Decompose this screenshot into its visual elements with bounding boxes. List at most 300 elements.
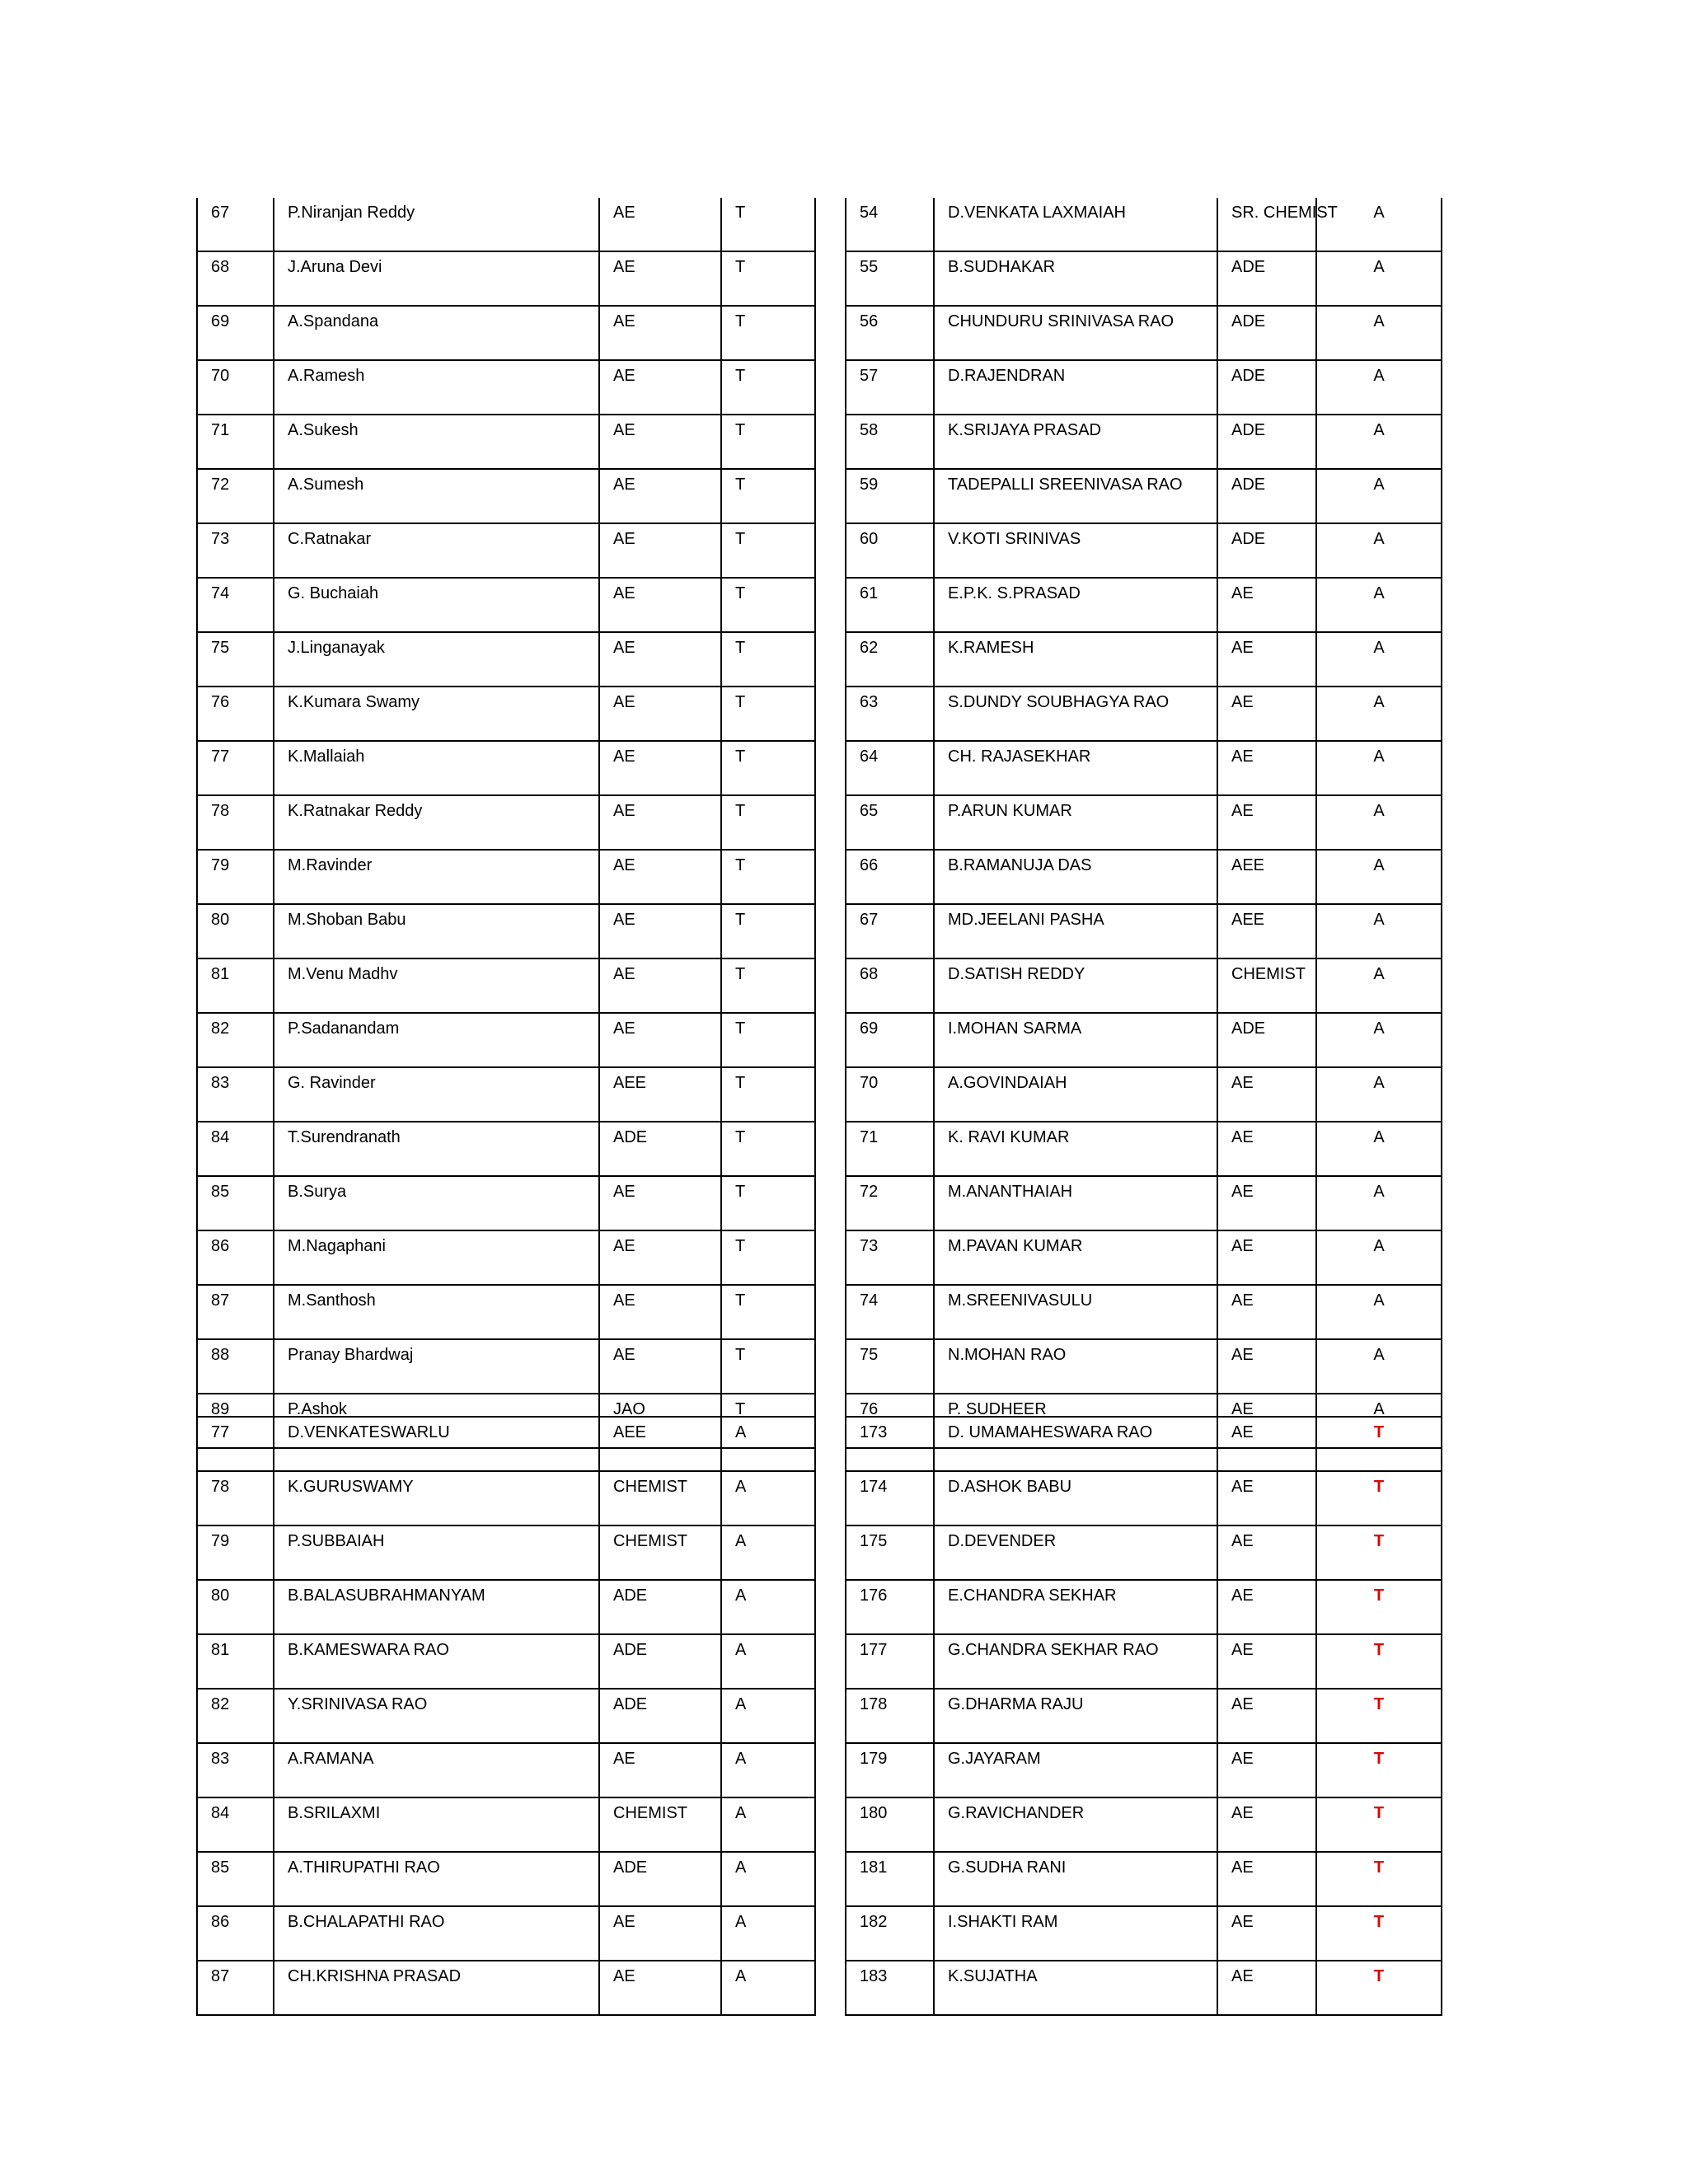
status-cell: T: [1316, 1580, 1442, 1634]
serial-number-cell: 182: [846, 1906, 934, 1961]
serial-number-cell: 85: [197, 1852, 274, 1906]
table-row: [846, 632, 1442, 687]
serial-number-cell: 82: [197, 1013, 274, 1067]
employee-name-cell: E.P.K. S.PRASAD: [934, 578, 1217, 632]
serial-number-cell: 75: [197, 632, 274, 687]
serial-number-cell: 66: [846, 850, 934, 904]
designation-cell: AEE: [599, 1417, 721, 1471]
designation-cell: ADE: [599, 1122, 721, 1176]
table-row: [846, 1743, 1442, 1797]
serial-number-cell: 179: [846, 1743, 934, 1797]
employee-table-1-right: [845, 198, 1442, 1449]
employee-name-cell: Y.SRINIVASA RAO: [274, 1689, 599, 1743]
designation-cell: AE: [599, 523, 721, 578]
status-cell: T: [1316, 1526, 1442, 1580]
designation-cell: AE: [599, 850, 721, 904]
table-row: [846, 1471, 1442, 1526]
employee-name-cell: G.RAVICHANDER: [934, 1797, 1217, 1852]
table-row: [846, 251, 1442, 306]
serial-number-cell: 73: [846, 1230, 934, 1285]
designation-cell: ADE: [599, 1580, 721, 1634]
serial-number-cell: 67: [846, 904, 934, 958]
table-row: [197, 1961, 815, 2015]
status-cell: A: [1316, 306, 1442, 360]
serial-number-cell: 68: [846, 958, 934, 1013]
employee-name-cell: G.JAYARAM: [934, 1743, 1217, 1797]
employee-name-cell: A.Sumesh: [274, 469, 599, 523]
table-row: [197, 1743, 815, 1797]
table-row: [197, 1013, 815, 1067]
status-cell: A: [1316, 360, 1442, 415]
table-row: [846, 360, 1442, 415]
employee-name-cell: B.BALASUBRAHMANYAM: [274, 1580, 599, 1634]
employee-name-cell: D.RAJENDRAN: [934, 360, 1217, 415]
designation-cell: AE: [1217, 1471, 1316, 1526]
table-row: [197, 251, 815, 306]
employee-name-cell: D. UMAMAHESWARA RAO: [934, 1417, 1217, 1471]
serial-number-cell: 81: [197, 958, 274, 1013]
serial-number-cell: 181: [846, 1852, 934, 1906]
designation-cell: AE: [1217, 687, 1316, 741]
table-row: [197, 415, 815, 469]
status-cell: T: [1316, 1417, 1442, 1471]
designation-cell: AE: [599, 1961, 721, 2015]
designation-cell: ADE: [1217, 415, 1316, 469]
status-cell: T: [721, 1067, 815, 1122]
employee-table-2-left: [196, 1416, 816, 2016]
status-cell: T: [721, 469, 815, 523]
status-cell: T: [1316, 1743, 1442, 1797]
designation-cell: CHEMIST: [1217, 958, 1316, 1013]
employee-name-cell: G. Ravinder: [274, 1067, 599, 1122]
employee-name-cell: M.SREENIVASULU: [934, 1285, 1217, 1339]
table-row: [197, 850, 815, 904]
table-row: [846, 1339, 1442, 1394]
designation-cell: AE: [1217, 1526, 1316, 1580]
table-row: [197, 1634, 815, 1689]
employee-name-cell: G.CHANDRA SEKHAR RAO: [934, 1634, 1217, 1689]
designation-cell: CHEMIST: [599, 1526, 721, 1580]
employee-name-cell: M.Nagaphani: [274, 1230, 599, 1285]
table-row: [197, 687, 815, 741]
status-cell: A: [721, 1797, 815, 1852]
designation-cell: AE: [599, 469, 721, 523]
serial-number-cell: 63: [846, 687, 934, 741]
status-cell: A: [1316, 523, 1442, 578]
designation-cell: AE: [1217, 1067, 1316, 1122]
designation-cell: AE: [1217, 1122, 1316, 1176]
designation-cell: AE: [1217, 741, 1316, 795]
status-cell: A: [1316, 850, 1442, 904]
serial-number-cell: 55: [846, 251, 934, 306]
serial-number-cell: 86: [197, 1906, 274, 1961]
designation-cell: AEE: [599, 1067, 721, 1122]
employee-name-cell: C.Ratnakar: [274, 523, 599, 578]
designation-cell: AE: [1217, 578, 1316, 632]
status-cell: A: [721, 1471, 815, 1526]
serial-number-cell: 69: [197, 306, 274, 360]
table-row: [846, 523, 1442, 578]
table-row: [846, 850, 1442, 904]
table-row: [197, 1122, 815, 1176]
status-cell: A: [1316, 1176, 1442, 1230]
table-row: [846, 1580, 1442, 1634]
serial-number-cell: 183: [846, 1961, 934, 2015]
employee-name-cell: K.Ratnakar Reddy: [274, 795, 599, 850]
status-cell: T: [1316, 1961, 1442, 2015]
table-row: [197, 741, 815, 795]
status-cell: A: [721, 1634, 815, 1689]
employee-name-cell: Pranay Bhardwaj: [274, 1339, 599, 1394]
status-cell: T: [1316, 1689, 1442, 1743]
table-row: [197, 795, 815, 850]
status-cell: A: [1316, 795, 1442, 850]
table-row: [846, 1067, 1442, 1122]
serial-number-cell: 75: [846, 1339, 934, 1394]
table-row: [197, 1906, 815, 1961]
designation-cell: AE: [599, 198, 721, 251]
status-cell: T: [1316, 1471, 1442, 1526]
table-row: [197, 958, 815, 1013]
status-cell: T: [721, 1176, 815, 1230]
designation-cell: AE: [1217, 1580, 1316, 1634]
serial-number-cell: 175: [846, 1526, 934, 1580]
status-cell: A: [1316, 1285, 1442, 1339]
employee-name-cell: G.DHARMA RAJU: [934, 1689, 1217, 1743]
serial-number-cell: 84: [197, 1122, 274, 1176]
employee-name-cell: P.Sadanandam: [274, 1013, 599, 1067]
designation-cell: AE: [599, 1906, 721, 1961]
table-row: [846, 1230, 1442, 1285]
status-cell: A: [721, 1852, 815, 1906]
status-cell: T: [721, 251, 815, 306]
status-cell: T: [721, 1230, 815, 1285]
serial-number-cell: 74: [197, 578, 274, 632]
table-row: [846, 415, 1442, 469]
serial-number-cell: 180: [846, 1797, 934, 1852]
employee-name-cell: B.RAMANUJA DAS: [934, 850, 1217, 904]
employee-name-cell: K.RAMESH: [934, 632, 1217, 687]
table-row: [197, 360, 815, 415]
employee-name-cell: J.Aruna Devi: [274, 251, 599, 306]
table-row: [846, 198, 1442, 251]
status-cell: A: [1316, 469, 1442, 523]
serial-number-cell: 79: [197, 1526, 274, 1580]
table-row: [197, 1471, 815, 1526]
designation-cell: AE: [599, 904, 721, 958]
status-cell: A: [1316, 904, 1442, 958]
status-cell: T: [1316, 1852, 1442, 1906]
designation-cell: AE: [599, 795, 721, 850]
employee-name-cell: A.Sukesh: [274, 415, 599, 469]
table-row: [197, 469, 815, 523]
employee-name-cell: K.Mallaiah: [274, 741, 599, 795]
serial-number-cell: 72: [846, 1176, 934, 1230]
employee-name-cell: P.Ashok: [274, 1394, 599, 1448]
serial-number-cell: 71: [846, 1122, 934, 1176]
employee-name-cell: MD.JEELANI PASHA: [934, 904, 1217, 958]
serial-number-cell: 67: [197, 198, 274, 251]
employee-name-cell: B.SUDHAKAR: [934, 251, 1217, 306]
status-cell: A: [1316, 1067, 1442, 1122]
employee-name-cell: CH. RAJASEKHAR: [934, 741, 1217, 795]
employee-name-cell: A.GOVINDAIAH: [934, 1067, 1217, 1122]
table-row: [846, 958, 1442, 1013]
table-row: [846, 1122, 1442, 1176]
serial-number-cell: 64: [846, 741, 934, 795]
serial-number-cell: 87: [197, 1961, 274, 2015]
status-cell: A: [721, 1689, 815, 1743]
serial-number-cell: 77: [197, 741, 274, 795]
employee-name-cell: K.Kumara Swamy: [274, 687, 599, 741]
status-cell: T: [721, 795, 815, 850]
table-row: [197, 578, 815, 632]
employee-name-cell: J.Linganayak: [274, 632, 599, 687]
status-cell: T: [721, 415, 815, 469]
serial-number-cell: 70: [197, 360, 274, 415]
table-row: [197, 1230, 815, 1285]
status-cell: A: [1316, 1339, 1442, 1394]
table-row: [846, 904, 1442, 958]
status-cell: A: [1316, 1122, 1442, 1176]
employee-name-cell: B.KAMESWARA RAO: [274, 1634, 599, 1689]
designation-cell: AE: [599, 632, 721, 687]
status-cell: T: [721, 904, 815, 958]
employee-name-cell: B.CHALAPATHI RAO: [274, 1906, 599, 1961]
employee-name-cell: TADEPALLI SREENIVASA RAO: [934, 469, 1217, 523]
serial-number-cell: 56: [846, 306, 934, 360]
table-row: [846, 578, 1442, 632]
table-row: [846, 1176, 1442, 1230]
status-cell: A: [721, 1580, 815, 1634]
status-cell: T: [721, 523, 815, 578]
status-cell: T: [721, 1339, 815, 1394]
employee-name-cell: M.ANANTHAIAH: [934, 1176, 1217, 1230]
status-cell: A: [1316, 415, 1442, 469]
table-row: [197, 1852, 815, 1906]
employee-table-2-right: [845, 1416, 1442, 2016]
table-row: [846, 1961, 1442, 2015]
table-row: [197, 1526, 815, 1580]
status-cell: T: [721, 958, 815, 1013]
status-cell: A: [1316, 251, 1442, 306]
table-row: [846, 1013, 1442, 1067]
serial-number-cell: 82: [197, 1689, 274, 1743]
status-cell: A: [1316, 632, 1442, 687]
serial-number-cell: 79: [197, 850, 274, 904]
serial-number-cell: 59: [846, 469, 934, 523]
table-row: [846, 795, 1442, 850]
serial-number-cell: 81: [197, 1634, 274, 1689]
designation-cell: ADE: [1217, 469, 1316, 523]
serial-number-cell: 87: [197, 1285, 274, 1339]
designation-cell: AEE: [1217, 904, 1316, 958]
employee-name-cell: A.Spandana: [274, 306, 599, 360]
status-cell: T: [721, 850, 815, 904]
designation-cell: ADE: [1217, 1013, 1316, 1067]
status-cell: A: [1316, 198, 1442, 251]
designation-cell: AE: [599, 687, 721, 741]
designation-cell: AE: [1217, 1743, 1316, 1797]
designation-cell: AE: [1217, 1417, 1316, 1471]
table-row: [846, 741, 1442, 795]
designation-cell: AE: [1217, 1230, 1316, 1285]
designation-cell: AE: [599, 1013, 721, 1067]
designation-cell: ADE: [599, 1634, 721, 1689]
serial-number-cell: 72: [197, 469, 274, 523]
employee-name-cell: K.SUJATHA: [934, 1961, 1217, 2015]
designation-cell: AE: [599, 1176, 721, 1230]
table-row: [846, 1417, 1442, 1471]
serial-number-cell: 69: [846, 1013, 934, 1067]
status-cell: A: [721, 1417, 815, 1471]
serial-number-cell: 88: [197, 1339, 274, 1394]
employee-name-cell: G. Buchaiah: [274, 578, 599, 632]
employee-name-cell: E.CHANDRA SEKHAR: [934, 1580, 1217, 1634]
employee-name-cell: D.ASHOK BABU: [934, 1471, 1217, 1526]
serial-number-cell: 178: [846, 1689, 934, 1743]
employee-name-cell: A.THIRUPATHI RAO: [274, 1852, 599, 1906]
status-cell: A: [1316, 958, 1442, 1013]
designation-cell: ADE: [1217, 523, 1316, 578]
designation-cell: ADE: [1217, 360, 1316, 415]
serial-number-cell: 85: [197, 1176, 274, 1230]
serial-number-cell: 61: [846, 578, 934, 632]
status-cell: A: [721, 1906, 815, 1961]
designation-cell: CHEMIST: [599, 1797, 721, 1852]
designation-cell: AE: [599, 1339, 721, 1394]
status-cell: T: [721, 306, 815, 360]
serial-number-cell: 65: [846, 795, 934, 850]
table-row: [846, 1852, 1442, 1906]
serial-number-cell: 86: [197, 1230, 274, 1285]
employee-name-cell: CH.KRISHNA PRASAD: [274, 1961, 599, 2015]
employee-name-cell: G.SUDHA RANI: [934, 1852, 1217, 1906]
table-row: [197, 1580, 815, 1634]
status-cell: T: [1316, 1797, 1442, 1852]
table-row: [197, 1067, 815, 1122]
table-row: [197, 1339, 815, 1394]
employee-name-cell: B.Surya: [274, 1176, 599, 1230]
table-row: [846, 1689, 1442, 1743]
employee-name-cell: K. RAVI KUMAR: [934, 1122, 1217, 1176]
table-row: [197, 523, 815, 578]
designation-cell: AE: [1217, 1176, 1316, 1230]
employee-name-cell: I.SHAKTI RAM: [934, 1906, 1217, 1961]
table-row: [846, 469, 1442, 523]
designation-cell: ADE: [1217, 251, 1316, 306]
serial-number-cell: 174: [846, 1471, 934, 1526]
employee-name-cell: CHUNDURU SRINIVASA RAO: [934, 306, 1217, 360]
serial-number-cell: 68: [197, 251, 274, 306]
designation-cell: AE: [599, 415, 721, 469]
employee-name-cell: B.SRILAXMI: [274, 1797, 599, 1852]
status-cell: A: [1316, 741, 1442, 795]
designation-cell: AE: [1217, 1394, 1316, 1448]
designation-cell: ADE: [1217, 306, 1316, 360]
table-row: [197, 1797, 815, 1852]
serial-number-cell: 83: [197, 1743, 274, 1797]
serial-number-cell: 58: [846, 415, 934, 469]
designation-cell: ADE: [599, 1852, 721, 1906]
employee-name-cell: M.Ravinder: [274, 850, 599, 904]
employee-name-cell: D.SATISH REDDY: [934, 958, 1217, 1013]
table-row: [197, 904, 815, 958]
serial-number-cell: 89: [197, 1394, 274, 1448]
employee-name-cell: I.MOHAN SARMA: [934, 1013, 1217, 1067]
serial-number-cell: 77: [197, 1417, 274, 1471]
employee-name-cell: S.DUNDY SOUBHAGYA RAO: [934, 687, 1217, 741]
status-cell: T: [721, 578, 815, 632]
status-cell: T: [721, 687, 815, 741]
employee-name-cell: P.SUBBAIAH: [274, 1526, 599, 1580]
employee-name-cell: M.Santhosh: [274, 1285, 599, 1339]
employee-name-cell: P.Niranjan Reddy: [274, 198, 599, 251]
serial-number-cell: 173: [846, 1417, 934, 1471]
designation-cell: AE: [1217, 795, 1316, 850]
designation-cell: AE: [599, 1230, 721, 1285]
designation-cell: AE: [1217, 1689, 1316, 1743]
table-row: [846, 1634, 1442, 1689]
serial-number-cell: 84: [197, 1797, 274, 1852]
designation-cell: AE: [1217, 1961, 1316, 2015]
designation-cell: AE: [599, 1743, 721, 1797]
serial-number-cell: 73: [197, 523, 274, 578]
serial-number-cell: 78: [197, 1471, 274, 1526]
status-cell: A: [1316, 687, 1442, 741]
serial-number-cell: 54: [846, 198, 934, 251]
designation-cell: AEE: [1217, 850, 1316, 904]
serial-number-cell: 60: [846, 523, 934, 578]
table-row: [846, 1526, 1442, 1580]
table-row: [846, 1797, 1442, 1852]
status-cell: T: [721, 198, 815, 251]
status-cell: A: [1316, 1394, 1442, 1448]
serial-number-cell: 76: [846, 1394, 934, 1448]
status-cell: T: [721, 741, 815, 795]
serial-number-cell: 177: [846, 1634, 934, 1689]
designation-cell: AE: [1217, 1634, 1316, 1689]
employee-name-cell: T.Surendranath: [274, 1122, 599, 1176]
employee-name-cell: M.PAVAN KUMAR: [934, 1230, 1217, 1285]
table-row: [197, 1689, 815, 1743]
designation-cell: AE: [599, 578, 721, 632]
designation-cell: AE: [599, 958, 721, 1013]
designation-cell: AE: [1217, 1906, 1316, 1961]
employee-name-cell: K.SRIJAYA PRASAD: [934, 415, 1217, 469]
employee-name-cell: A.RAMANA: [274, 1743, 599, 1797]
status-cell: A: [721, 1743, 815, 1797]
employee-name-cell: V.KOTI SRINIVAS: [934, 523, 1217, 578]
employee-name-cell: M.Shoban Babu: [274, 904, 599, 958]
status-cell: A: [1316, 1230, 1442, 1285]
serial-number-cell: 70: [846, 1067, 934, 1122]
status-cell: A: [721, 1961, 815, 2015]
designation-cell: AE: [1217, 1339, 1316, 1394]
status-cell: T: [721, 1285, 815, 1339]
employee-name-cell: P. SUDHEER: [934, 1394, 1217, 1448]
serial-number-cell: 80: [197, 1580, 274, 1634]
designation-cell: SR. CHEMIST: [1217, 198, 1316, 251]
table-row: [846, 1285, 1442, 1339]
table-row: [197, 1176, 815, 1230]
serial-number-cell: 78: [197, 795, 274, 850]
serial-number-cell: 80: [197, 904, 274, 958]
table-row: [846, 1906, 1442, 1961]
designation-cell: JAO: [599, 1394, 721, 1448]
status-cell: T: [721, 1013, 815, 1067]
status-cell: T: [721, 1122, 815, 1176]
